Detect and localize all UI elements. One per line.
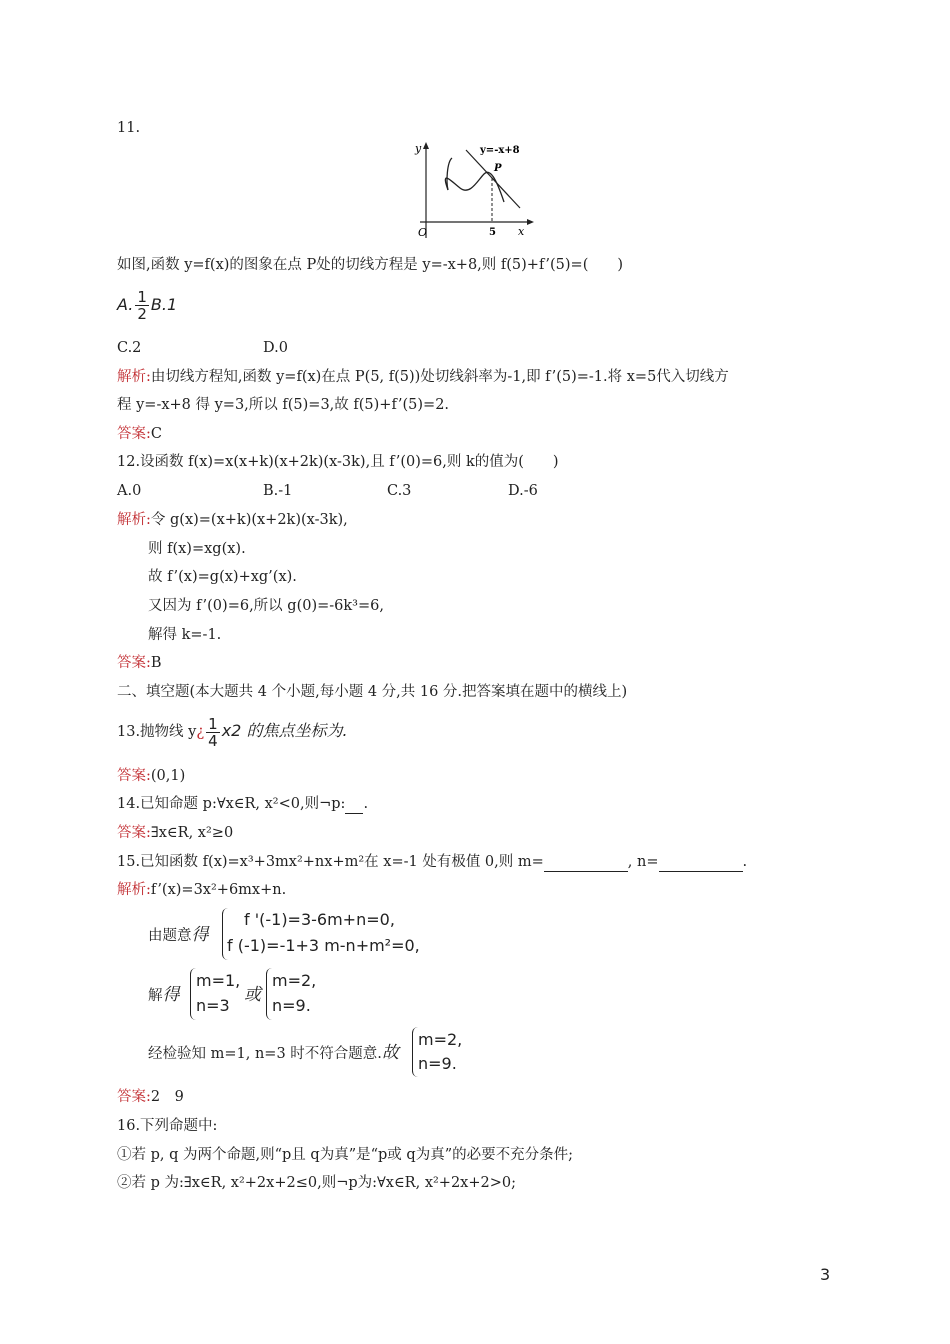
q15-sys1-b: f (-1)=-1+3 m-n+m²=0, (227, 936, 420, 955)
q11-figure (412, 140, 536, 245)
q14-stem: 14.已知命题 p:∀x∈R, x²<0,则¬p: . (117, 796, 369, 812)
q11-options-ab (117, 288, 177, 322)
fig-x-label: x (518, 225, 525, 238)
q12-opt-b: B.-1 (263, 483, 293, 499)
q14-answer-label: 答案: (117, 825, 151, 841)
q12-jiexi-line4: 又因为 f’(0)=6,所以 g(0)=-6k³=6, (148, 598, 384, 614)
q14-blank[interactable] (345, 799, 363, 814)
q11-number: 11. (117, 120, 141, 136)
q11-stem: 如图,函数 y=f(x)的图象在点 P处的切线方程是 y=-x+8,则 f(5)+f’(5)=( ) (117, 257, 624, 273)
q16-item-1: ①若 p, q 为两个命题,则“p且 q为真”是“p或 q为真”的必要不充分条件; (117, 1147, 573, 1163)
fig-point-label: P (494, 163, 502, 174)
q13-glitch-char: ¿ (196, 724, 205, 740)
q16-item-2: ②若 p 为:∃x∈R, x²+2x+2≤0,则¬p为:∀x∈R, x²+2x+2>0; (117, 1175, 516, 1191)
q11-opt-d: D.0 (263, 340, 288, 356)
q15-youtiyi: 由题意得 (148, 925, 209, 945)
q15-jiede: 解得 (148, 985, 180, 1005)
q15-sys3-b: n=9. (272, 996, 311, 1015)
q11-opt-b: B.1 (150, 295, 178, 314)
q11-jiexi-line2: 程 y=-x+8 得 y=3,所以 f(5)=3,故 f(5)+f’(5)=2. (117, 397, 450, 413)
q15-blank-n[interactable] (659, 857, 743, 872)
q16-stem: 16.下列命题中: (117, 1118, 218, 1134)
q12-opt-c: C.3 (387, 483, 412, 499)
fig-tangent-line (466, 150, 520, 208)
q13-answer-label: 答案: (117, 768, 151, 784)
fig-x-tick-label: 5 (489, 227, 496, 238)
q11-jiexi-label: 解析: (117, 369, 151, 385)
page-number: 3 (820, 1265, 831, 1284)
q15-huo: 或 (244, 985, 261, 1005)
q11-opt-a-fraction: $\frac{1}{2}$ (137, 288, 147, 323)
fig-origin-label: O (418, 226, 428, 239)
q15-sys3-a: m=2, (272, 971, 317, 990)
q11-answer: 答案:C (117, 426, 162, 442)
q12-answer: 答案:B (117, 655, 162, 671)
q15-sys1-a: f '(-1)=3-6m+n=0, (244, 910, 395, 929)
q12-jiexi-label: 解析: (117, 512, 151, 528)
q11-opt-c: C.2 (117, 340, 142, 356)
q12-opt-a: A.0 (117, 483, 142, 499)
q15-answer: 答案:2 9 (117, 1089, 184, 1105)
fig-y-label: y (415, 142, 422, 155)
q12-jiexi-line1: 解析:令 g(x)=(x+k)(x+2k)(x-3k), (117, 512, 348, 528)
q12-opt-d: D.-6 (508, 483, 538, 499)
q15-check: 经检验知 m=1, n=3 时不符合题意.故 (148, 1043, 399, 1063)
q12-jiexi-line3: 故 f’(x)=g(x)+xg’(x). (148, 569, 297, 585)
fig-line-label: y=-x+8 (480, 145, 520, 156)
fig-curve (445, 172, 504, 202)
q11-jiexi-line1: 解析:由切线方程知,函数 y=f(x)在点 P(5, f(5))处切线斜率为-1,即 f’(5)=-1.将 x=5代入切线方 (117, 369, 729, 385)
q15-sys2-b: n=3 (196, 996, 230, 1015)
q15-sys2-a: m=1, (196, 971, 241, 990)
q15-blank-m[interactable] (544, 857, 628, 872)
q15-sys4-b: n=9. (418, 1054, 457, 1073)
q12-jiexi-line5: 解得 k=-1. (148, 627, 222, 643)
q13-stem: 13.抛物线 y¿ $\frac{1}{4}$ x2 的焦点坐标为. (117, 714, 348, 750)
q15-stem: 15.已知函数 f(x)=x³+3mx²+nx+m²在 x=-1 处有极值 0,则 m= , n= . (117, 854, 748, 870)
q14-answer: 答案:∃x∈R, x²≥0 (117, 825, 234, 841)
q13-answer: 答案:(0,1) (117, 768, 186, 784)
q12-answer-label: 答案: (117, 655, 151, 671)
section-heading: 二、填空题(本大题共 4 个小题,每小题 4 分,共 16 分.把答案填在题中的横线上) (117, 684, 628, 700)
q15-answer-label: 答案: (117, 1089, 151, 1105)
q15-jiexi-line1: 解析:f’(x)=3x²+6mx+n. (117, 882, 287, 898)
q15-jiexi-label: 解析: (117, 882, 151, 898)
q11-answer-label: 答案: (117, 426, 151, 442)
q13-fraction: $\frac{1}{4}$ (208, 714, 218, 750)
q15-sys4-a: m=2, (418, 1030, 463, 1049)
q12-jiexi-line2: 则 f(x)=xg(x). (148, 541, 246, 557)
q11-opt-a-prefix: A. (117, 295, 134, 314)
q12-stem: 12.设函数 f(x)=x(x+k)(x+2k)(x-3k),且 f’(0)=6,则 k的值为( ) (117, 454, 559, 470)
